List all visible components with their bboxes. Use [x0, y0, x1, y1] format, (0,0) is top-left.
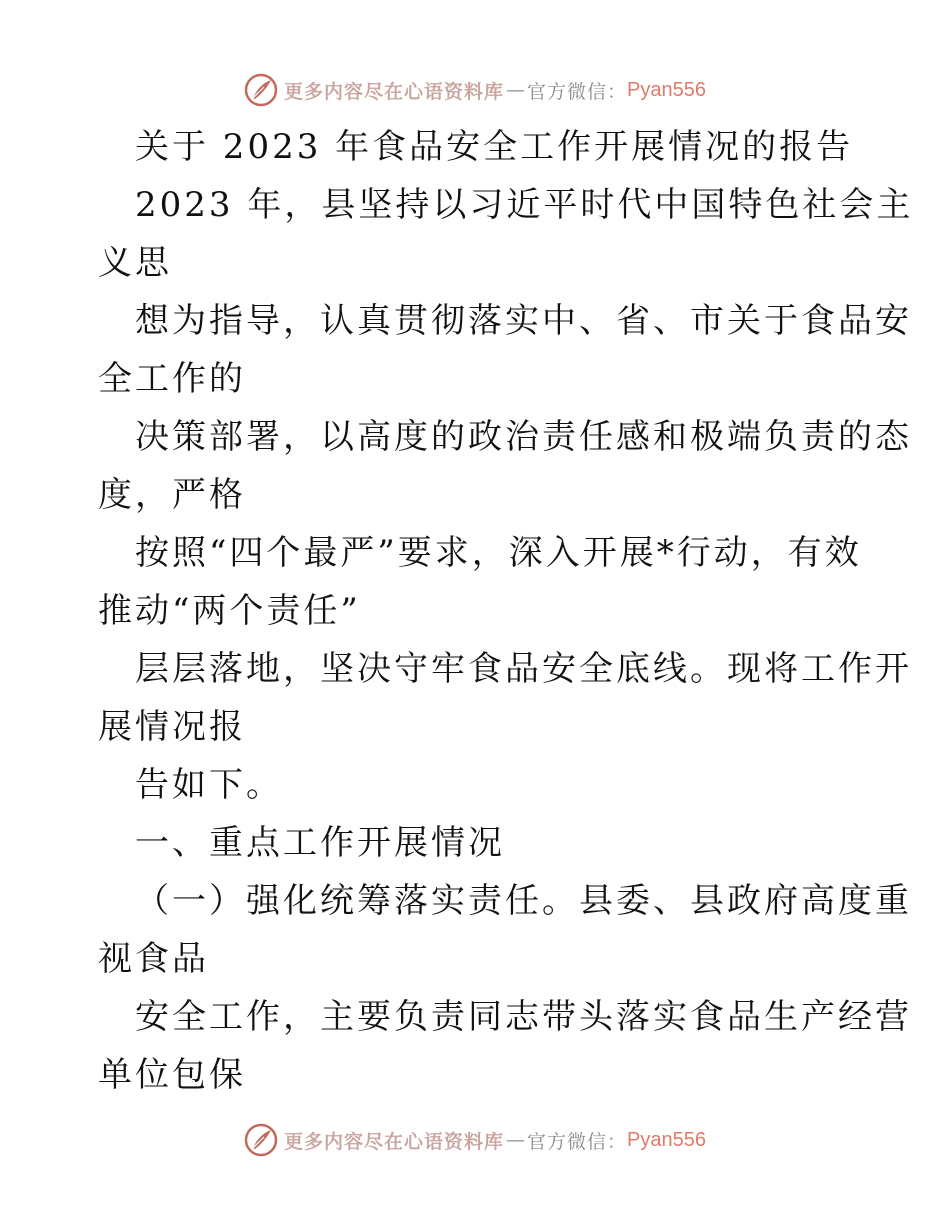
watermark-separator: —: [506, 1129, 526, 1151]
watermark-header: [0, 68, 950, 112]
text-line: 关于 2023 年食品安全工作开展情况的报告: [135, 127, 854, 167]
watermark-main: 更多内容尽在心语资料库: [284, 80, 505, 103]
text-line: 全工作的: [98, 359, 246, 399]
section-heading: 一、重点工作开展情况: [135, 823, 505, 863]
text-line: 告如下。: [135, 765, 283, 805]
text-line: 展情况报: [98, 707, 246, 747]
text-line: 视食品: [98, 939, 209, 979]
text-line: 决策部署，以高度的政治责任感和极端负责的态: [135, 417, 912, 457]
watermark-wechat-label: 官方微信：: [527, 1130, 628, 1153]
watermark-wechat-label: 官方微信：: [527, 80, 628, 103]
watermark-wechat-id: Pyan556: [627, 78, 706, 101]
watermark-text: [284, 77, 706, 104]
text-line: 单位包保: [98, 1055, 246, 1095]
text-line: 义思: [98, 243, 172, 283]
watermark-separator: —: [506, 79, 526, 101]
text-line: 度，严格: [98, 475, 246, 515]
document-body: [98, 118, 914, 1104]
watermark-wechat-id: Pyan556: [627, 1128, 706, 1151]
watermark-footer: [0, 1118, 950, 1162]
text-line: 2023 年，县坚持以习近平时代中国特色社会主: [135, 185, 914, 225]
text-line: 按照“四个最严”要求，深入开展*行动，有效: [135, 533, 862, 573]
text-line: 安全工作，主要负责同志带头落实食品生产经营: [135, 997, 912, 1037]
text-line: （一）强化统筹落实责任。县委、县政府高度重: [135, 881, 912, 921]
text-line: 推动“两个责任”: [98, 591, 361, 631]
text-line: 层层落地，坚决守牢食品安全底线。现将工作开: [135, 649, 912, 689]
text-line: 想为指导，认真贯彻落实中、省、市关于食品安: [135, 301, 912, 341]
feather-pen-icon: [244, 73, 278, 107]
watermark-text: [284, 1127, 706, 1154]
watermark-main: 更多内容尽在心语资料库: [284, 1130, 505, 1153]
feather-pen-icon: [244, 1123, 278, 1157]
